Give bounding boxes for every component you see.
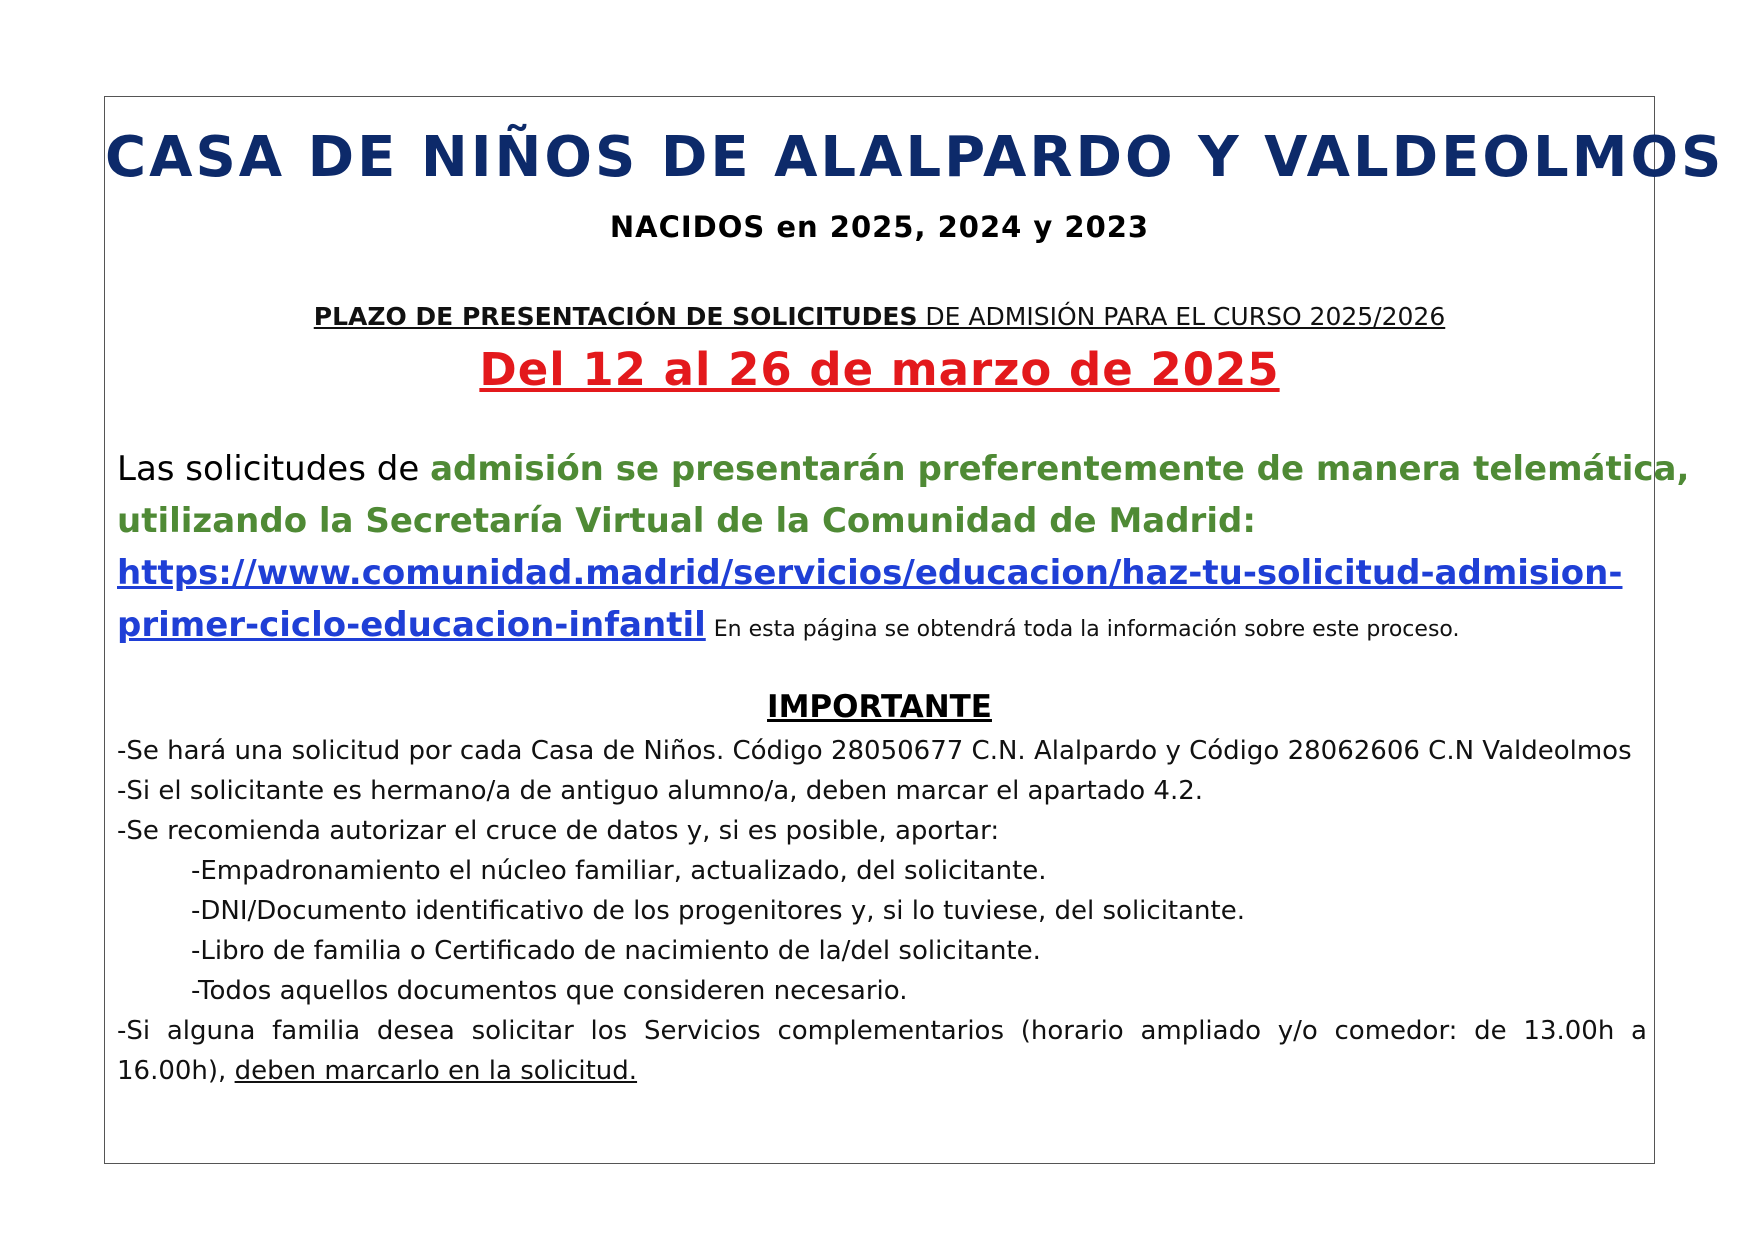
plazo-heading — [105, 302, 1654, 331]
important-heading: IMPORTANTE — [767, 689, 992, 725]
list-item-emphasis: deben marcarlo en la solicitud. — [234, 1056, 638, 1086]
list-subitem: -Todos aquellos documentos que consideren necesario. — [191, 976, 908, 1006]
list-item: -Se recomienda autorizar el cruce de datos y, si es posible, aportar: — [117, 816, 1000, 846]
plazo-bold: PLAZO DE PRESENTACIÓN DE SOLICITUDES — [313, 302, 918, 331]
list-item-text: 16.00h), — [117, 1056, 235, 1086]
plazo-rest: DE ADMISIÓN PARA EL CURSO 2025/2026 — [917, 302, 1446, 331]
date-range: Del 12 al 26 de marzo de 2025 — [479, 343, 1280, 396]
list-subitem: -Empadronamiento el núcleo familiar, actualizado, del solicitante. — [191, 856, 1047, 886]
admission-link-2[interactable]: primer-ciclo-educacion-infantil — [117, 605, 706, 645]
list-subitem: -Libro de familia o Certificado de nacimiento de la/del solicitante. — [191, 936, 1041, 966]
link-note: En esta página se obtendrá toda la información sobre este proceso. — [713, 617, 1460, 642]
important-list — [117, 731, 1647, 1091]
notice-frame — [104, 96, 1725, 1164]
list-item — [117, 1051, 1647, 1091]
intro-green-1: admisión se presentarán preferentemente de manera telemática, — [430, 449, 1690, 489]
list-subitem: -DNI/Documento identificativo de los progenitores y, si lo tuviese, del solicitante. — [191, 896, 1245, 926]
intro-green-2: utilizando la Secretaría Virtual de la Comunidad de Madrid: — [117, 501, 1256, 541]
page-title: CASA DE NIÑOS DE ALALPARDO Y VALDEOLMOS — [105, 125, 1725, 190]
list-item: -Si alguna familia desea solicitar los Servicios complementarios (horario ampliado y/o comedor: de 13.00h a — [117, 1016, 1647, 1046]
list-item: -Si el solicitante es hermano/a de antiguo alumno/a, deben marcar el apartado 4.2. — [117, 776, 1204, 806]
admission-link-1[interactable]: https://www.comunidad.madrid/servicios/educacion/haz-tu-solicitud-admision- — [117, 553, 1623, 593]
intro-plain: Las solicitudes de — [117, 449, 431, 489]
intro-paragraph — [117, 443, 1690, 656]
list-item: -Se hará una solicitud por cada Casa de Niños. Código 28050677 C.N. Alalpardo y Código 28062606 C.N Valdeolmos — [117, 736, 1632, 766]
subtitle: NACIDOS en 2025, 2024 y 2023 — [609, 210, 1150, 244]
